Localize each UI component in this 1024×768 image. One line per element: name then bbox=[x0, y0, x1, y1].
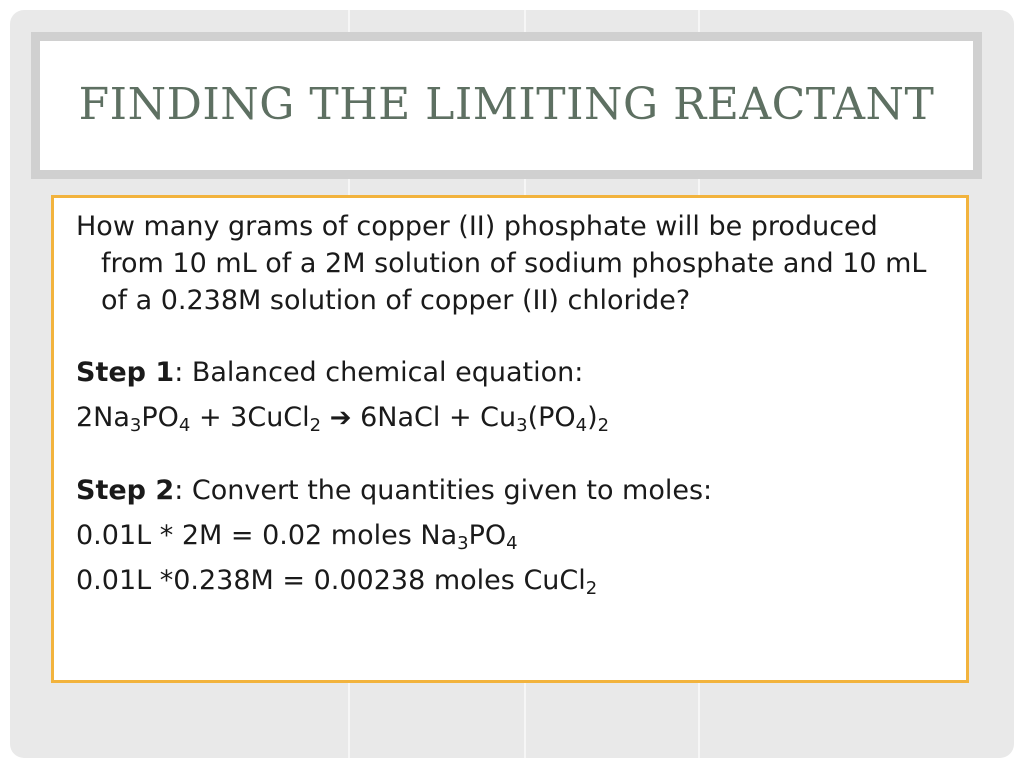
title-box bbox=[40, 41, 973, 170]
equation-subscript: 2 bbox=[309, 415, 322, 436]
step-1-label: Step 1 bbox=[76, 357, 175, 388]
calculation-copper-chloride bbox=[76, 562, 946, 599]
step-1-text: : Balanced chemical equation: bbox=[174, 357, 584, 388]
step-2-line bbox=[76, 472, 946, 509]
balanced-equation bbox=[76, 399, 946, 437]
step-2-text: : Convert the quantities given to moles: bbox=[174, 475, 713, 506]
content-body bbox=[76, 208, 946, 599]
content-box bbox=[51, 195, 969, 683]
calculation-text: PO bbox=[468, 520, 507, 551]
equation-part: PO bbox=[141, 402, 179, 433]
calculation-subscript: 2 bbox=[585, 578, 598, 599]
equation-part: + 3CuCl bbox=[190, 402, 310, 433]
question-text: How many grams of copper (II) phosphate will be produced from 10 mL of a 2M solution of sodium phosphate and 10 mL of a 0.238M solution of copper (II) chloride? bbox=[76, 211, 927, 316]
calculation-subscript: 4 bbox=[506, 533, 518, 554]
calculation-text: 0.01L * 2M = 0.02 moles Na bbox=[76, 520, 458, 551]
equation-part: 6NaCl + Cu bbox=[351, 402, 517, 433]
equation-subscript: 2 bbox=[597, 415, 610, 436]
step-1-line bbox=[76, 354, 946, 391]
reaction-arrow-icon: ➔ bbox=[329, 403, 352, 433]
equation-part: (PO bbox=[527, 402, 576, 433]
equation-subscript: 4 bbox=[575, 415, 588, 436]
equation-subscript: 3 bbox=[129, 415, 142, 436]
equation-part: ) bbox=[587, 402, 598, 433]
equation-subscript: 4 bbox=[178, 415, 191, 436]
calculation-sodium-phosphate bbox=[76, 517, 946, 554]
title-frame bbox=[31, 32, 982, 179]
equation-subscript: 3 bbox=[516, 415, 528, 436]
slide bbox=[10, 10, 1014, 758]
calculation-subscript: 3 bbox=[457, 533, 469, 554]
step-2-label: Step 2 bbox=[76, 475, 175, 506]
equation-part: 2Na bbox=[76, 402, 130, 433]
calculation-text: 0.01L *0.238M = 0.00238 moles CuCl bbox=[76, 565, 586, 596]
slide-title: FINDING THE LIMITING REACTANT bbox=[78, 79, 935, 130]
